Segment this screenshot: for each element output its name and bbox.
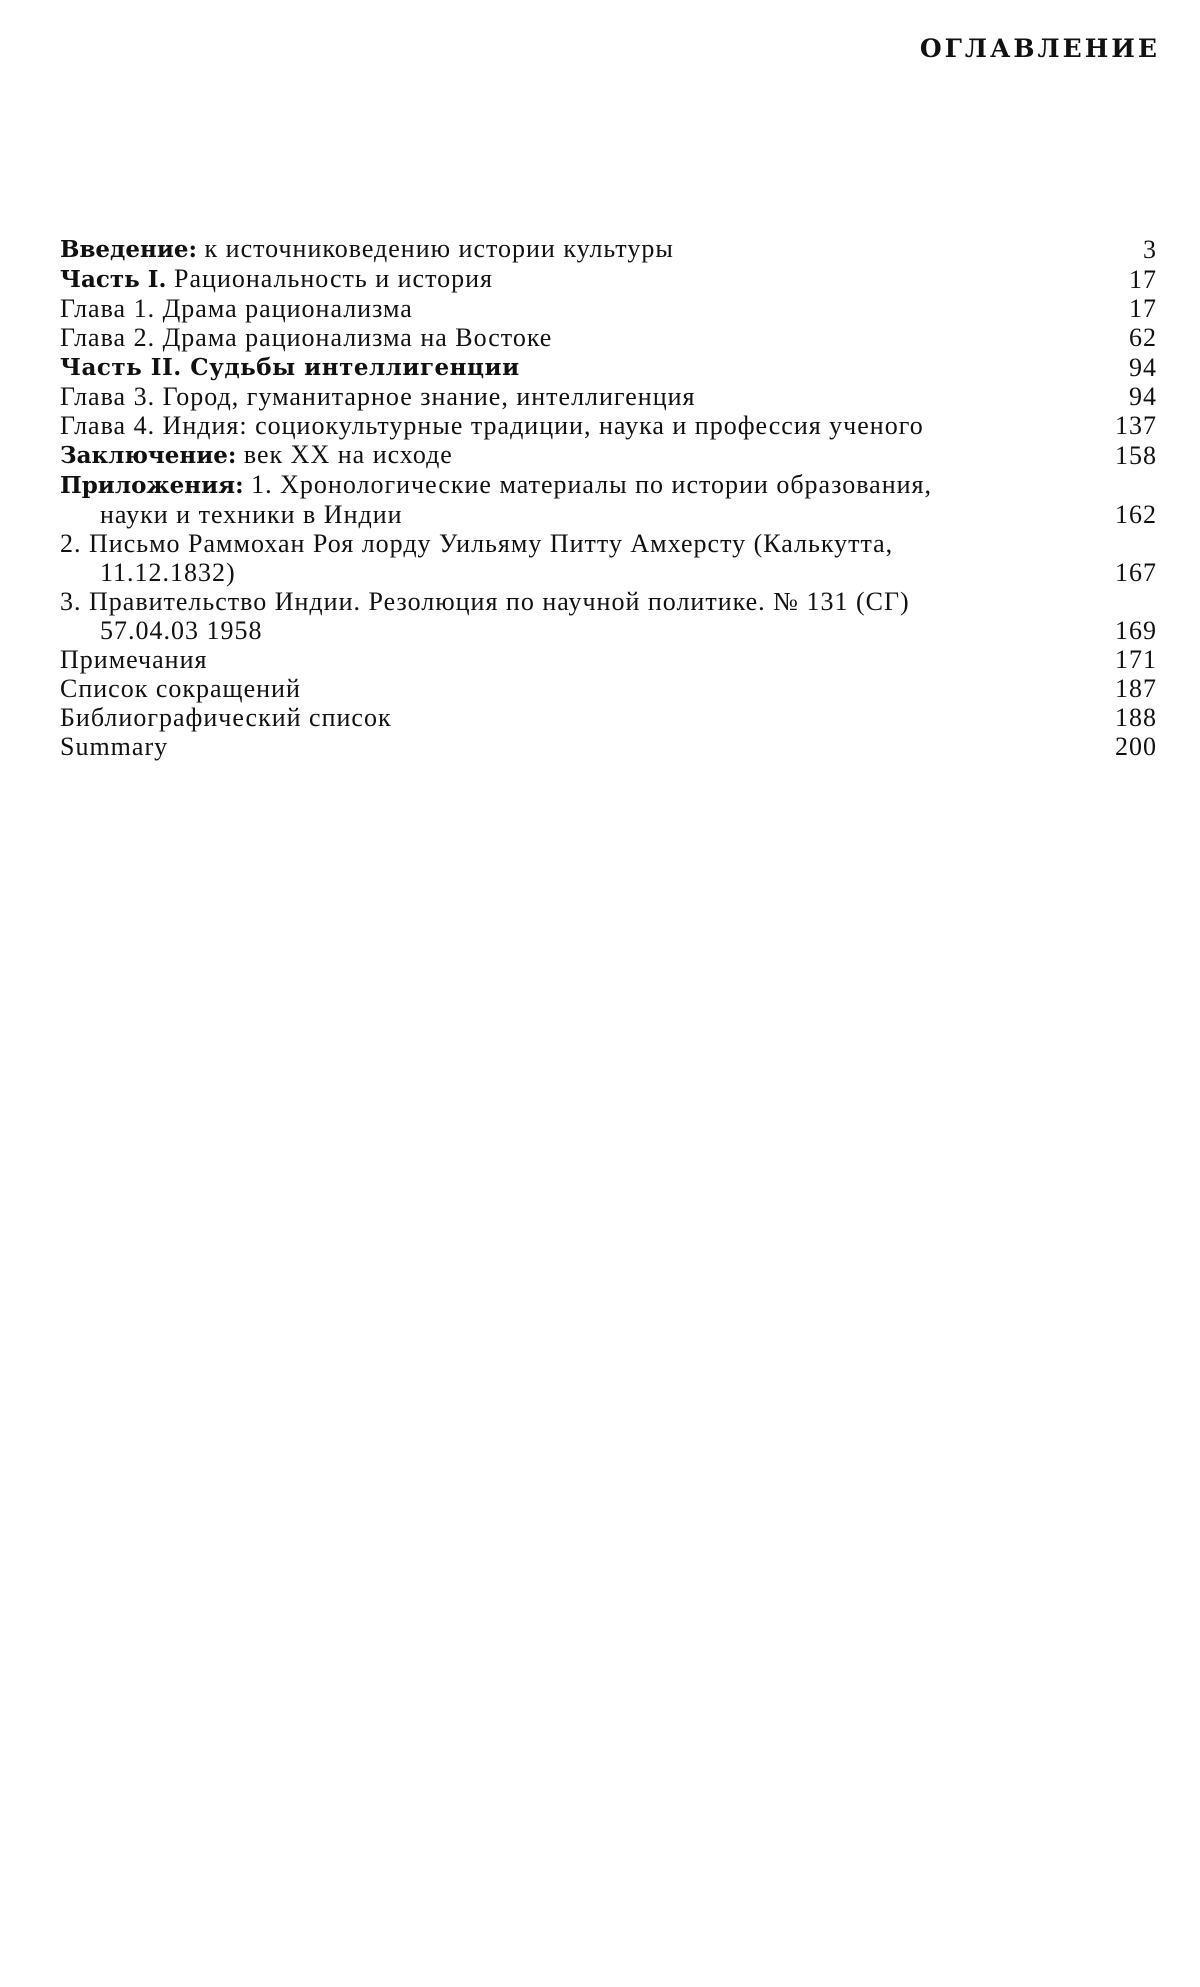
toc-entry xyxy=(60,645,1157,674)
toc-entry-text: 11.12.1832) xyxy=(100,558,236,587)
toc-entry xyxy=(60,323,1157,352)
toc-entry xyxy=(60,703,1157,732)
toc-page-number: 94 xyxy=(1129,353,1157,382)
toc-entry xyxy=(60,470,1157,529)
toc-entry-text: 57.04.03 1958 xyxy=(100,616,263,645)
toc-entry-text: 1. Хронологические материалы по истории образования, xyxy=(243,470,932,499)
toc-page-number: 167 xyxy=(1115,558,1157,587)
toc-entry-text: Библиографический список xyxy=(60,703,392,732)
toc-page-number: 94 xyxy=(1129,382,1157,411)
toc-page-number: 171 xyxy=(1115,645,1157,674)
toc-entry-title xyxy=(60,529,1107,587)
toc-entry-text: Глава 2. Драма рационализма на Востоке xyxy=(60,323,553,352)
toc-entry xyxy=(60,732,1157,761)
toc-entry-title xyxy=(60,703,1107,732)
toc-entry-lead: Часть I. xyxy=(60,266,167,293)
toc-entry-title xyxy=(60,674,1107,703)
toc-page-number: 3 xyxy=(1143,235,1157,264)
toc-entry xyxy=(60,264,1157,294)
toc-page-number: 169 xyxy=(1115,616,1157,645)
toc-entry-text: 3. Правительство Индии. Резолюция по научной политике. № 131 (СГ) xyxy=(60,587,910,616)
toc-entry-title xyxy=(60,294,1107,323)
toc-entry-title xyxy=(60,587,1107,645)
toc-entry xyxy=(60,529,1157,587)
toc-entry xyxy=(60,674,1157,703)
toc-entry-title xyxy=(60,352,1107,382)
toc-entry-title xyxy=(60,645,1107,674)
toc-entry-text: Глава 1. Драма рационализма xyxy=(60,294,413,323)
toc-entry-text: Summary xyxy=(60,732,169,761)
toc-page-number: 200 xyxy=(1115,732,1157,761)
toc-entry xyxy=(60,411,1157,440)
toc-page-number: 62 xyxy=(1129,323,1157,352)
toc-entry-text: век XX на исходе xyxy=(236,440,453,469)
toc-entry-lead: Часть II. Судьбы интеллигенции xyxy=(60,354,520,381)
toc-entry-title xyxy=(60,382,1107,411)
toc-entry-lead: Заключение: xyxy=(60,442,237,469)
toc-entry-lead: Приложения: xyxy=(60,472,244,499)
toc-entry-text: Рациональность и история xyxy=(166,264,493,293)
toc-entry-title xyxy=(60,323,1107,352)
toc-entry xyxy=(60,440,1157,470)
toc-entry xyxy=(60,352,1157,382)
toc-entry-title xyxy=(60,264,1107,294)
toc-page-number: 158 xyxy=(1115,441,1157,470)
table-of-contents xyxy=(60,234,1157,761)
toc-entry-text: Глава 3. Город, гуманитарное знание, интеллигенция xyxy=(60,382,696,411)
toc-entry xyxy=(60,294,1157,323)
toc-entry-lead: Введение: xyxy=(60,236,198,263)
toc-entry-title xyxy=(60,470,1107,529)
toc-page-number: 188 xyxy=(1115,703,1157,732)
toc-page-number: 187 xyxy=(1115,674,1157,703)
toc-entry-title xyxy=(60,411,1107,440)
toc-entry-text: к источниковедению истории культуры xyxy=(197,234,674,263)
toc-entry-text: Глава 4. Индия: социокультурные традиции, наука и профессия ученого xyxy=(60,411,924,440)
toc-entry-text: Примечания xyxy=(60,645,208,674)
toc-entry-text: науки и техники в Индии xyxy=(100,500,403,529)
toc-page-number: 137 xyxy=(1115,411,1157,440)
toc-entry-text: Список сокращений xyxy=(60,674,301,703)
toc-entry xyxy=(60,382,1157,411)
toc-entry xyxy=(60,234,1157,264)
page-title: ОГЛАВЛЕНИЕ xyxy=(919,34,1160,63)
toc-entry-text: 2. Письмо Раммохан Роя лорду Уильяму Питту Амхерсту (Калькутта, xyxy=(60,529,894,558)
toc-entry-title xyxy=(60,234,1107,264)
toc-page-number: 17 xyxy=(1129,265,1157,294)
toc-entry-title xyxy=(60,732,1107,761)
toc-page-number: 162 xyxy=(1115,500,1157,529)
toc-entry-title xyxy=(60,440,1107,470)
toc-page-number: 17 xyxy=(1129,294,1157,323)
toc-entry xyxy=(60,587,1157,645)
